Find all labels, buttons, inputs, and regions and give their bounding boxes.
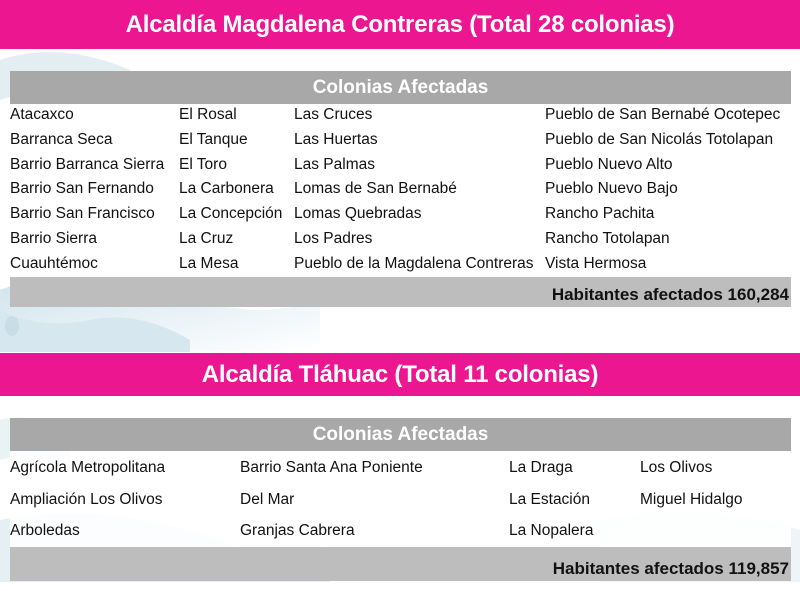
colonia-item: Pueblo de San Nicolás Totolapan — [545, 130, 774, 148]
colonia-item: Los Padres — [294, 229, 373, 247]
colonia-item: El Rosal — [179, 106, 237, 123]
colonias-grid — [10, 451, 791, 547]
colonias-column — [545, 103, 780, 277]
alcaldia-title: Alcaldía Tláhuac (Total 11 colonias) — [201, 361, 599, 388]
alcaldia-banner — [0, 0, 800, 49]
colonia-item: La Estación — [509, 490, 590, 508]
colonia-item: Miguel Hidalgo — [640, 490, 743, 508]
colonia-item: La Concepción — [179, 205, 283, 223]
colonia-item: Barrio Santa Ana Poniente — [240, 459, 423, 476]
colonia-item: Agrícola Metropolitana — [10, 459, 166, 476]
colonia-item: La Cruz — [179, 229, 234, 247]
habitantes-label: Habitantes afectados 160,284 — [551, 285, 789, 304]
colonia-item: Pueblo de la Magdalena Contreras — [294, 254, 534, 272]
colonias-grid — [10, 104, 791, 277]
habitantes-total — [10, 547, 791, 581]
colonias-column — [10, 452, 165, 547]
colonias-column — [640, 452, 743, 515]
colonia-item: Los Olivos — [640, 459, 713, 476]
colonia-item: Rancho Totolapan — [545, 229, 670, 247]
colonias-table — [10, 418, 791, 581]
habitantes-label: Habitantes afectados 119,857 — [552, 559, 789, 578]
colonia-item: Arboledas — [10, 522, 80, 539]
colonia-item: Barrio San Fernando — [10, 180, 154, 198]
colonia-item: Barrio Barranca Sierra — [10, 155, 165, 173]
colonia-item: Las Huertas — [294, 130, 378, 148]
colonia-item: Rancho Pachita — [545, 205, 655, 223]
colonia-item: Pueblo Nuevo Alto — [545, 155, 673, 173]
colonia-item: La Carbonera — [179, 180, 274, 198]
colonia-item: Barrio San Francisco — [10, 205, 155, 223]
colonia-item: Lomas Quebradas — [294, 205, 422, 223]
colonias-column — [240, 452, 423, 547]
alcaldia-title: Alcaldía Magdalena Contreras (Total 28 colonias) — [125, 11, 675, 38]
colonia-item: Las Palmas — [294, 155, 375, 173]
colonia-item: Barranca Seca — [10, 130, 113, 148]
colonias-header: Colonias Afectadas — [10, 418, 791, 451]
colonia-item: Atacaxco — [10, 106, 74, 123]
colonia-item: Barrio Sierra — [10, 229, 97, 247]
colonias-header: Colonias Afectadas — [10, 71, 791, 104]
colonias-column — [509, 452, 593, 547]
colonia-item: Del Mar — [240, 490, 295, 508]
colonia-item: La Mesa — [179, 254, 239, 272]
alcaldia-banner — [0, 353, 800, 396]
colonias-table — [10, 71, 791, 307]
colonia-item: Granjas Cabrera — [240, 522, 355, 539]
colonias-column — [10, 103, 164, 277]
colonia-item: La Draga — [509, 459, 573, 476]
colonia-item: La Nopalera — [509, 522, 594, 539]
colonia-item: El Tanque — [179, 130, 248, 148]
habitantes-total — [10, 277, 791, 307]
colonia-item: Pueblo de San Bernabé Ocotepec — [545, 106, 781, 123]
colonias-column — [179, 103, 282, 277]
colonia-item: Las Cruces — [294, 106, 373, 123]
colonia-item: Lomas de San Bernabé — [294, 180, 457, 198]
colonia-item: Pueblo Nuevo Bajo — [545, 180, 678, 198]
colonia-item: Cuauhtémoc — [10, 254, 98, 272]
colonias-column — [294, 103, 534, 277]
colonia-item: El Toro — [179, 155, 227, 173]
colonia-item: Vista Hermosa — [545, 254, 647, 272]
colonia-item: Ampliación Los Olivos — [10, 490, 163, 508]
